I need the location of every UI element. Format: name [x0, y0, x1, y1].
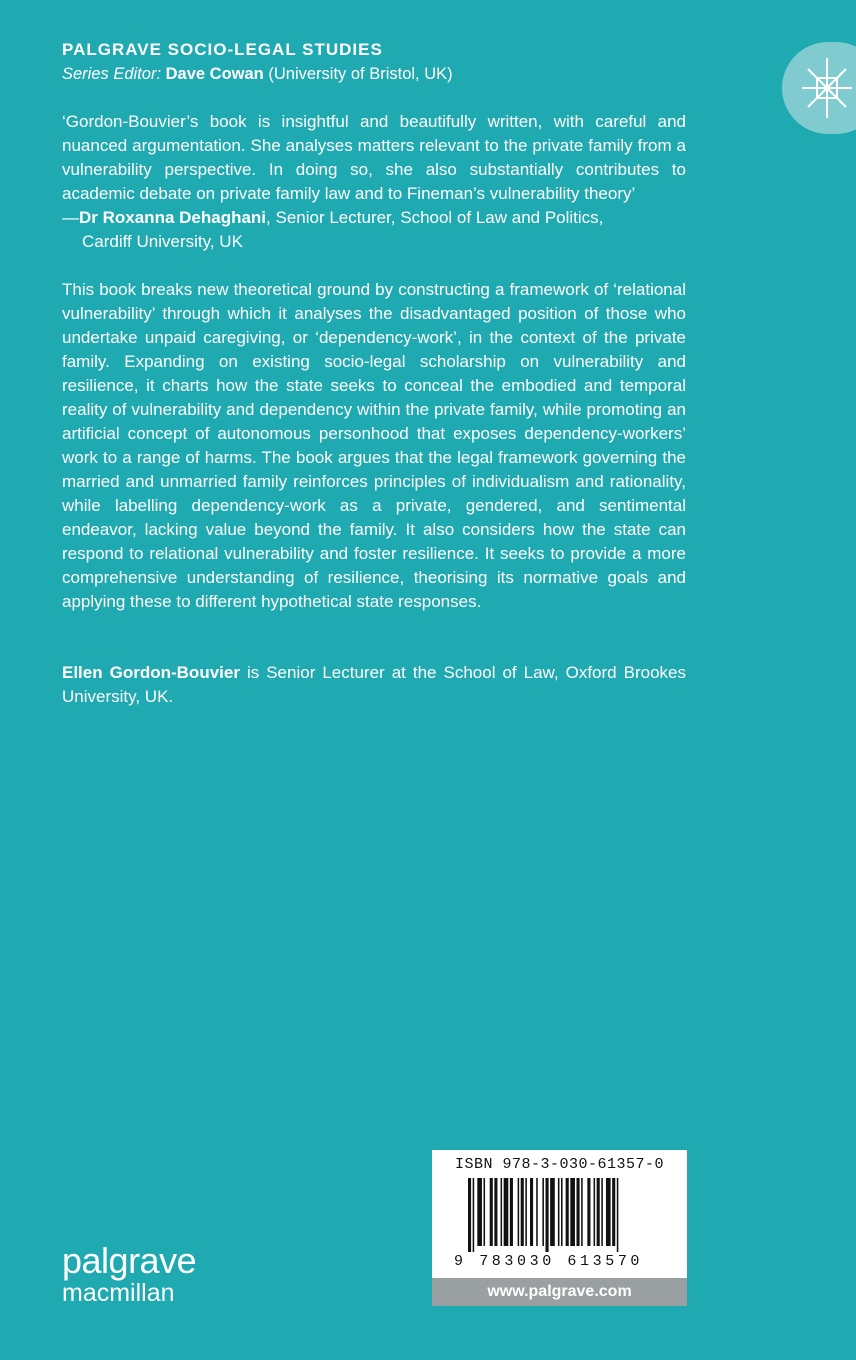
endorser-name: Dr Roxanna Dehaghani: [79, 208, 267, 227]
series-editor-affiliation: (University of Bristol, UK): [268, 65, 453, 83]
publisher-website: www.palgrave.com: [432, 1278, 687, 1306]
ean-digits: 9 783030 613570: [454, 1253, 644, 1270]
series-editor-name: Dave Cowan: [165, 65, 264, 83]
series-editor: [62, 62, 453, 86]
barcode-bars-icon: [468, 1178, 658, 1252]
logo-palgrave: palgrave: [62, 1240, 197, 1281]
endorser-role: , Senior Lecturer, School of Law and Politics,: [266, 208, 604, 227]
endorser-institution: Cardiff University, UK: [82, 232, 243, 251]
logo-macmillan: macmillan: [62, 1279, 175, 1307]
author-bio-text: is Senior Lecturer at the School of Law, Oxford Brookes University, UK.: [62, 663, 686, 706]
series-title: PALGRAVE SOCIO-LEGAL STUDIES: [62, 40, 383, 59]
author-bio: [62, 661, 686, 709]
palgrave-macmillan-logo: [62, 1240, 197, 1307]
series-header: [62, 38, 453, 86]
endorsement-attribution: [62, 206, 603, 254]
book-description: This book breaks new theoretical ground by constructing a framework of ‘relational vulnerability’ through which it analyses the disadvantaged position of those who undertake unpaid caregiving, or ‘dependency-work’, in the context of the private family. Expanding on existing socio-legal scholarship on vulnerability and resilience, it charts how the state seeks to conceal the embodied and temporal reality of vulnerability and dependency within the private family, while promoting an artificial concept of autonomous personhood that exposes dependency-workers’ work to a range of harms. The book argues that the legal framework governing the married and unmarried family reinforces principles of individualism and rationality, while labelling dependency-work as a private, gendered, and sentimental endeavor, lacking value beyond the family. It also considers how the state can respond to relational vulnerability and foster resilience. It seeks to provide a more comprehensive understanding of resilience, theorising its normative goals and applying these to different hypothetical state responses.: [62, 280, 686, 611]
author-name: Ellen Gordon-Bouvier: [62, 663, 240, 682]
endorsement-quote: ‘Gordon-Bouvier’s book is insightful and beautifully written, with careful and nuanced argumentation. She analyses matters relevant to the private family from a vulnerability perspective. In doing so, she also substantially contributes to academic debate on private family law and to Fineman’s vulnerability theory’: [62, 112, 686, 203]
attribution-dash: —: [62, 208, 79, 227]
series-editor-label: Series Editor:: [62, 65, 162, 83]
barcode-box: [432, 1150, 687, 1278]
palgrave-emblem-icon: [782, 42, 856, 134]
isbn-label: ISBN 978-3-030-61357-0: [454, 1156, 665, 1173]
attribution-line-1: [62, 206, 603, 230]
